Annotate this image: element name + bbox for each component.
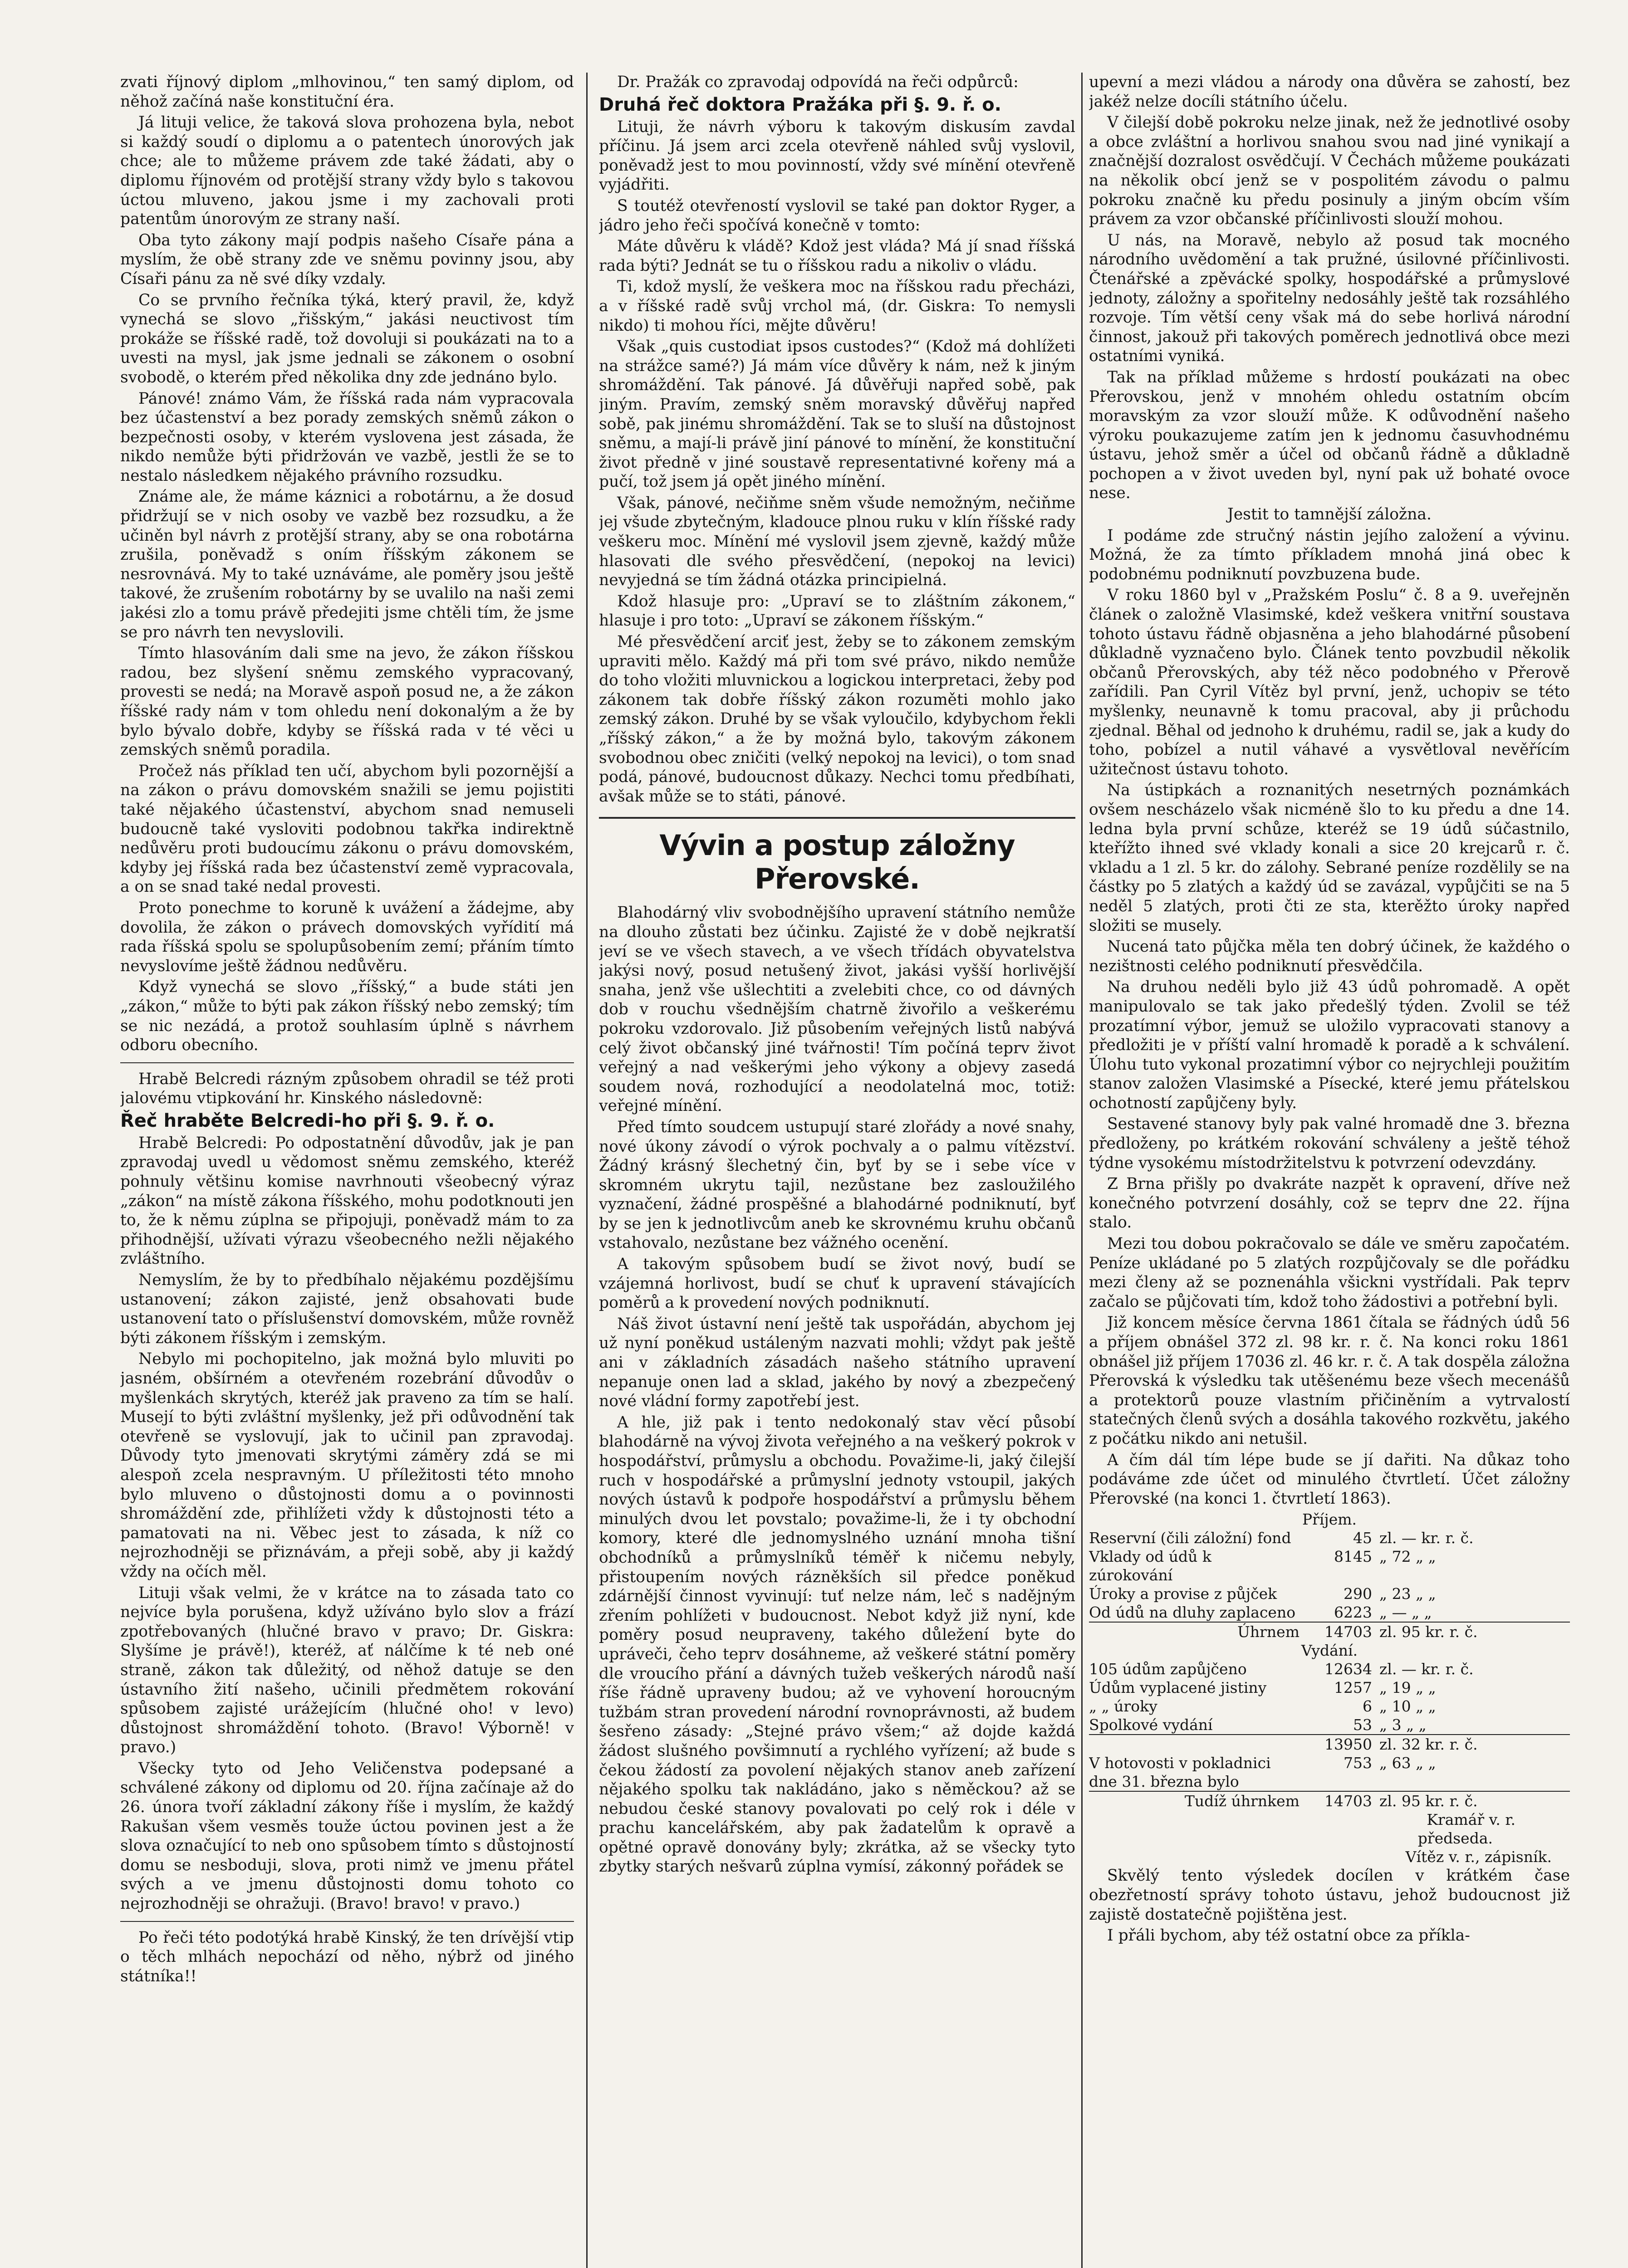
paragraph: Nebylo mi pochopitelno, jak možná bylo mluviti po jasném, obšírném a otevřeném rozebrání důvodův o myšlenkách skrytých, kteréž jak praveno za tím se halí. Musejí to býti zvláštní myšlenky, jež při odůvodnění tak otevřeně se vyslovují, jak to učinil pan zpravodaj. Důvody tyto jmenovati skrytými záměry zdá se mi alespoň zcela nespravným. U příležitosti této mnoho bylo mluveno o důstojnosti domu a o povinnosti shromáždění zde, přihlížeti vždy k důstojnosti této a pamatovati na ni. Věbec jest to zásada, k níž co nejrozhodněji se přiznávám, a přeji sobě, aby ji každý vždy na očích měl. [120,1350,574,1581]
ledger-row: Úroky a provise z půjček 290 „ 23 „ „ [1089,1585,1436,1603]
paragraph: Máte důvěru k vládě? Kdož jest vláda? Má jí snad říšská rada býti? Jednát se tu o říšskou radu a nikoliv o vládu. [599,237,1075,275]
paragraph: Proto ponechme to koruně k uvážení a žádejme, aby dovolila, že zákon o právech domovských vyřídití má rada říšská spolu se spolupůsobením zemí; přáním tímto nevyslovíme ještě žádnou nedůvěru. [120,899,574,975]
column-3 [1089,73,1570,2268]
paragraph: Skvělý tento výsledek docílen v krátkém čase obezřetností správy tohoto ústavu, jehož budoucnost již zajistě dostatečně pojištěna jest. [1089,1867,1570,1924]
ledger-income-title: Příjem. [1302,1510,1357,1529]
ledger-cash: V hotovosti v pokladnici dne 31. března bylo 753 „ 63 „ „ [1089,1754,1436,1791]
paragraph: A čím dál tím lépe bude se jí dařiti. Na důkaz toho podáváme zde účet od minulého čtvrtletí. Účet záložny Přerovské (na konci 1. čtvrtletí 1863). [1089,1451,1570,1508]
paragraph: Když vynechá se slovo „říšský,“ a bude státi jen „zákon,“ může to býti pak zákon říšský nebo zemský; tím se nic nezádá, a protož souhlasím úplně s návrhem odboru obecního. [120,978,574,1055]
paragraph: Nemyslím, že by to předbíhalo nějakému pozdějšímu ustanovení; zákon zajisté, jenž obsahovati bude ustanovení tato o příslušenství domovském, může rovněž býti zákonem říšským i zemským. [120,1271,574,1347]
signature-secretary: Vítěz v. r., zápisník. [1405,1848,1552,1866]
paragraph: A takovým spůsobem budí se život nový, budí se vzájemná horlivost, budí se chuť k upravení stávajících poměrů a k provedení nových podniknutí. [599,1255,1075,1312]
paragraph: Mé přesvědčení arciť jest, žeby se to zákonem zemským upraviti mělo. Každý má při tom své právo, nikdo nemůže do toho vložiti mluvnickou a logickou interpretaci, žeby pod zákonem tak dobře říšský zákon rozuměti mohlo jako zemský zákon. Druhé by se však vyloučilo, kdybychom řekli „říšský zákon,“ a že by možná bylo, takovým zákonem svobodnou obec zničiti (velký nepokoj na levici), o tom snad podá, pánové, budoucnost důkazy. Nechci tomu předbíhati, avšak může se to státi, pánové. [599,633,1075,806]
paragraph: A hle, již pak i tento nedokonalý stav věcí působí blahodárně na vývoj života veřejného a na veškerý pokrok v hospodářství, průmyslu a obchodu. Považime-li, jaký čilejší ruch v hospodářské a průmyslní jednoty vstoupil, jakých nových ústavů k podpoře hospodářství a průmyslu během minulých dvou let povstalo; považime-li, že i ty obchodní komory, které dle jednomyslného uznání mnoha tišní obchodníků a průmyslníků téměř k ničemu nebyly, přistoupením nových rázněkších sil předce poněkud zdárnější činnost vyvinují: tuť nelze nám, leč s nadějným zřením pohlížeti v budoucnost. Nebot když již nyní, kde poměry posud neupraveny, takého důležení byte do upráveči, čeho teprv dosáhneme, až veškeré státní poměry dle vroucího přání a dávných tužeb veškerých národů naší říše řádně upraveny budou; až ve vyhovení horoucným tužbám stran provedení národní rovnoprávnosti, až budem šesřeno zásady: „Stejné právo všem;“ až dojde každá žádost slušného povšimnutí a rychlého vyřízení; až bude s čekou žádostí za povolení nějakých stanov aneb zařízení nějakého spolku tak nakládáno, jako s něměckou? až se nebudou české stanovy povalovati po celý rok i déle v prachu kancelářském, aby pak žadatelům k opravě a opětné opravě donovány byly; zkrátka, až se všecky tyto zbytky starých nešvarů zúplna vymísí, zákonný pořádek se [599,1413,1075,1876]
ledger-row: Údům vyplacené jistiny 1257 „ 19 „ „ [1089,1679,1436,1697]
paragraph: Oba tyto zákony mají podpis našeho Císaře pána a myslím, že obě strany zde ve sněmu povinny jsou, aby Císaři pánu za ně své díky vzdaly. [120,231,574,288]
column-2 [599,73,1075,2268]
paragraph: Mezi tou dobou pokračovalo se dále ve směru započatém. Peníze ukládané po 5 zlatých rozpůjčovaly se dle pořádku mezi členy až se poznenáhla všickni vystřídali. Pak teprv začalo se půjčovati tím, kdož toho žádostivi a potřební byli. [1089,1235,1570,1311]
speech-heading: Řeč hraběte Belcredi-ho při §. 9. ř. o. [120,1110,495,1131]
paragraph: upevní a mezi vládou a národy ona důvěra se zahostí, bez jakéž nelze docíli státního účelu. [1089,73,1570,111]
paragraph: V roku 1860 byl v „Pražském Poslu“ č. 8 a 9. uveřejněn článek o založně Vlasimské, kdež veškera vnitřní soustava tohoto ústavu řádně objasněna a jeho blahodárné působení důkladně vyznačeno bylo. Článek tento povzbudil několik občanů Přerovských, aby též něco podobného v Přerově zařídili. Pan Cyril Vítěz byl první, jenž, uchopiv se této myšlenky, neunavně k tomu pracoval, aby ji průchodu zjednal. Běhal od jednoho k druhému, radil se, jak a kudy do toho, pobízel a nutil váhavé a vysvětloval nevěřícím užitečnost ústavu tohoto. [1089,586,1570,778]
paragraph: Známe ale, že máme káznici a robotárnu, a že dosud přidržují se v nich osoby ve vazbě bez rozsudku, a že učiněn byl návrh z protější strany, aby se ona robotárna zrušila, poněvadž s oním říšským zákonem se nesrovnává. My to také uznáváme, ale poměry jsou ještě takové, že zrušením robotárny by se uvalilo na naši zemi jakési zlo a tomu právě předejiti jsme chtěli tím, že jsme se pro návrh ten nevyslovili. [120,488,574,641]
paragraph: Tak na příklad můžeme s hrdostí poukázati na obec Přerovskou, jenž v mnohém ohledu ostatním obcím moravským za vzor slouží může. K odůvodnění našeho výroku poukazujeme zatím jen k jednomu časuvhodnému ústavu, jehož směr a účel od občanů řádně a důkladně pochopen a v život uveden byl, nyní pak už bohaté ovoce nese. [1089,368,1570,503]
account-ledger [1089,1510,1570,1866]
ledger-row: Spolkové vydání 53 „ 3 „ „ [1089,1716,1427,1734]
paragraph: Kdož hlasuje pro: „Upraví se to zláštním zákonem,“ hlasuje i pro toto: „Upraví se zákonem říšským.“ [599,592,1075,630]
ledger-grand-total: Tudíž úhrnkem 14703 zl. 95 kr. r. č. [1089,1791,1570,1810]
paragraph: Před tímto soudcem ustupují staré zlořády a nové snahy, nové úkony závodí o výrok pochvaly a o palmu vítězství. Žádný krásný šlechetný čin, byť by se i sebe více v skromném ukrytu tajil, nezůstane bez zasloužilého vyznačení, žádné prospěšné a blahodárné podniknutí, byť by se jen k jednotlivcům aneb ke skrovnému kruhu občanů vstahovalo, nezůstane bez vážného ocenění. [599,1118,1075,1252]
paragraph: U nás, na Moravě, nebylo až posud tak mocného národního uvědomění a tak pružné, úsilovné příčinlivosti. Čtenářské a zpěvácké spolky, hospodářské a průmyslové jednoty, záložny a spořitelny nedosáhly ještě tak rozsáhlého rozvoje. Tím větší ceny však má do sebe horlivá národní činnost, jakouž při takových poměrech jednotlivá obce mezi ostatními vyniká. [1089,231,1570,366]
ledger-row: Reservní (čili záložní) fond 45 zl. — kr. r. č. [1089,1529,1474,1547]
paragraph: Pánové! známo Vám, že říšská rada nám vypracovala bez účastenství a bez porady zemských sněmů zákon o bezpečnosti osoby, v kterém vyslovena jest zásada, že nikdo nemůže býti přidržován ve vazbě, jestli že se to nestalo následkem nějakého právního rozsudku. [120,389,574,485]
paragraph: Pročež nás příklad ten učí, abychom byli pozornější a na zákon o právu domovském snažili se jemu pojistiti také nějakého účastenství, abychom snad nemuseli budoucně také vysloviti podobnou takřka indirektně nedůvěru proti budoucímu zákonu o právu domovském, kdyby jej říšská rada bez účastenství země vypracovala, a on se snad také nedal provesti. [120,762,574,896]
paragraph: Však „quis custodiat ipsos custodes?“ (Kdož má dohlížeti na strážce samé?) Já mám více důvěry k nám, než k jiným shromáždění. Tak pánové. Já důvěřuji napřed sobě, pak jiným. Pravím, zemský sněm moravský důvěřuj napřed sobě, pak jinému shromáždění. Tak se to sluší na důstojnost sněmu, a mají-li právě jiní pánové to mínění, že konstituční život předně v jiné soustavě representativné kořeny má a pučí, tož jsem já opět jiného mínění. [599,337,1075,491]
paragraph: Nucená tato půjčka měla ten dobrý účinek, že každého o nezištnosti celého podniknutí přesvědčila. [1089,938,1570,975]
paragraph: Sestavené stanovy byly pak valné hromadě dne 3. března předloženy, po krátkém rokování schváleny a ještě téhož týdne vysokému místodržitelstvu k potvrzení odevzdány. [1089,1115,1570,1172]
paragraph: Co se prvního řečníka týká, který pravil, že, když vynechá se slovo „řišským,“ jakási neuctivost tím prokáže se říšské radě, tož dovoluji si poukázati na to a uvesti na mysl, jak jsme jednali se zákonem o osobní svobodě, o kterém před několika dny zde jednáno bylo. [120,291,574,386]
paragraph: Po řeči této podotýká hrabě Kinský, že ten drívější vtip o těch mlhách nepochází od něho, nýbrž od jiného státníka!! [120,1928,574,1985]
ledger-row: Vklady od údů k zúrokování 8145 „ 72 „ „ [1089,1548,1436,1584]
paragraph: Lituji, že návrh výboru k takovým diskusím zavdal příčinu. Já jsem arci zcela otevřeně náhled svůj vyslovil, poněvadž jest to mou povinností, vždy své mínění otevřeně vyjádřiti. [599,117,1075,194]
column-rule [586,73,588,2268]
divider [120,1921,574,1922]
paragraph: I přáli bychom, aby též ostatní obce za příkla- [1107,1926,1470,1945]
paragraph: Lituji však velmi, že v krátce na to zásada tato co nejvíce byla porušena, když užíváno bylo slov a frází zpotřebovaných (hlučné bravo v pravo; Dr. Giskra: Slyšíme je právě!), kteréž, ať nálčíme k té neb oné straně, zákon tak důležitý, od něhož datuje se den ústavního žití našeho, učinili předmětem rokování spůsobem zajisté urážejícím (hlučné oho! v levo) důstojnost shromáždění tohoto. (Bravo! Výborně! v pravo.) [120,1584,574,1757]
paragraph: Všecky tyto od Jeho Veličenstva podepsané a schválené zákony od diplomu od 20. října začínaje až do 26. února tvoří základní zákony říše i myslím, že každý Rakušan všem vesměs touže úctou povinen jest a že slova označující to neb ono spůsobem tímto s důstojností domu se nesboduji, slova, proti nimž ve jmenu přátel svých a ve jmenu důstojnosti domu tohoto co nejrozhodněji se ohražuji. (Bravo! bravo! v pravo.) [120,1759,574,1913]
paragraph: V čilejší době pokroku nelze jinak, než že jednotlivé osoby a obce zvláštní a horlivou snahou svou nad jiné vynikají a značnější dozralost osvědčují. V Čechách můžeme poukázati na několik obcí jenž se v pospolitém závodu o palmu pokroku značně ku předu posinuly a jiným obcím vším právem za vzor občanské příčinlivosti slouží mohou. [1089,113,1570,229]
paragraph: Náš život ústavní není ještě tak uspořádán, abychom jej už nyní poněkud ustáleným nazvati mohli; vždyt pak ještě ani v základních zásadách našeho státního upravení nepanuje onen lad a sklad, jakého by nový a zbezpečený nové vládní formy zapotřebí jest. [599,1315,1075,1411]
ledger-subtotal: 13950 zl. 32 kr. r. č. [1089,1734,1570,1754]
signature-chairman: Kramář v. r. [1427,1811,1515,1829]
speech-heading: Druhá řeč doktora Pražáka při §. 9. ř. o. [599,94,1001,115]
paragraph: Já lituji velice, že taková slova prohozena byla, nebot si každý soudí o diplomu a o patentech únorových jak chce; ale to můžeme právem zde také žádati, aby o diplomu říjnovém od protější strany vždy bylo s takovou úctou mluveno, jakou jsme i my zachovali proti patentům únorovým ze strany naší. [120,113,574,229]
paragraph: S toutéž otevřeností vyslovil se také pan doktor Ryger, a jádro jeho řeči spočívá konečně v tomto: [599,196,1075,235]
paragraph: Hrabě Belcredi: Po odpostatnění důvodův, jak je pan zpravodaj uvedl u vědomost sněmu zemského, kteréž pohnuly většinu komise navrhnouti všeobecný výraz „zákon“ na místě zákona říšského, mohu podotknouti jen to, že k němu zúplna se připojuji, poněvadž mám to za přihodnější, užívati výrazu všeobecného nežli nějakého zvláštního. [120,1134,574,1268]
ledger-row: Od údů na dluhy zaplaceno 6223 „ — „ „ [1089,1603,1432,1622]
paragraph: zvati říjnový diplom „mlhovinou,“ ten samý diplom, od něhož začíná naše konstituční éra. [120,73,574,111]
paragraph: Z Brna přišly po dvakráte nazpět k opravení, dříve než konečného potvrzení dosáhly, což se teprv dne 22. října stalo. [1089,1175,1570,1232]
ledger-row: 105 údům zapůjčeno 12634 zl. — kr. r. č. [1089,1660,1474,1678]
paragraph: Na ústipkách a roznanitých nesetrných poznámkách ovšem nescházelo však nicméně šlo to ku předu a dne 14. ledna byla první schůze, kteréž se 19 údů súčastnilo, kteřížto ihned své vklady konali a sice 20 krejcarů r. č. vkladu a 1 zl. 5 kr. do zálohy. Sebrané peníze rozdělily se na částky po 5 zlatých a každý úd se zavázal, vypůjčiti se na 5 neděl 5 zlatých, proti čti ze sta, kterěžto úroky napřed složiti se musely. [1089,781,1570,935]
ledger-expense-title: Vydání. [1301,1642,1358,1660]
paragraph: Hrabě Belcredi rázným způsobem ohradil se též proti jalovému vtipkování hr. Kinského následovně: [120,1070,574,1108]
paragraph: Ti, kdož myslí, že veškera moc na říšskou radu přecházi, a v říšské radě svůj vrchol má, (dr. Giskra: To nemysli nikdo) ti mohou říci, mějte důvěru! [599,278,1075,335]
divider [120,1062,574,1063]
article-title: Vývin a postup záložny Přerovské. [659,829,1015,896]
signature-chairman-title: předseda. [1417,1829,1493,1848]
column-rule [1081,73,1083,2268]
paragraph: Blahodárný vliv svobodnějšího upravení státního nemůže na dlouho zůstati bez účinku. Zajisté že v době nejkratší jeví se ve všech stavech, a ve všech třídách obyvatelstva jakýsi nový, posud netušený život, jakási vyšší horlivější snaha, jenž vše ušlechtiti a zvelebiti chce, co od dávných dob v rouchu všednějším chatrně živořilo a veškerému pokroku vzdorovalo. Již působením veřejných listů nabývá celý život občanský jiné tvářnosti! Tím počíná teprv život veřejný a nad veškerými jeho výkony a objevy zasedá soudem nová, rozhodující a neodolatelná moc, totiž: veřejné mínění. [599,904,1075,1115]
ledger-total: Úhrnem 14703 zl. 95 kr. r. č. [1089,1622,1570,1641]
paragraph: Již koncem měsíce června 1861 čítala se řádných údů 56 a příjem obnášel 372 zl. 98 kr. r. č. Na konci roku 1861 obnášel již příjem 17036 zl. 46 kr. r. č. A tak dospěla záložna Přerovská k výsledku tak utěšenému beze všech mecenášů a protektorů pouze vlastním přičiněním a vytrvalostí statečných členů svých a dosáhla takového rozkvětu, jakého z počátku nikdo ani netušil. [1089,1314,1570,1448]
paragraph: Dr. Pražák co zpravodaj odpovídá na řeči odpůrců: [617,73,1019,91]
paragraph: Však, pánové, nečiňme sněm všude nemožným, nečiňme jej všude zbytečným, kladouce plnou ruku v klín říšské rady veškeru moc. Mínění mé vyslovil jsem zjevně, každý může hlasovati dle svého přesvědčení, (nepokoj na levici) nevyjedná se tím žádná otázka principielná. [599,494,1075,590]
column-1 [120,73,574,2268]
ledger-row: „ „ úroky 6 „ 10 „ „ [1089,1697,1436,1716]
paragraph: Tímto hlasováním dali sme na jevo, že zákon říšskou radou, bez slyšení sněmu zemského vypracovaný, provesti se nedá; na Moravě aspoň posud ne, a že zákon říšské rady nám v tom ohledu není dokonalým a že by bylo bývalo dobře, kdyby se říšská rada v té věci u zemských sněmů poradila. [120,644,574,759]
paragraph: I podáme zde stručný nástin jejího založení a vývinu. Možná, že za tímto příkladem mnohá jiná obec k podobnému podniknutí povzbuzena bude. [1089,526,1570,583]
section-divider [599,817,1075,819]
paragraph: Na druhou neděli bylo již 43 údů pohromadě. A opět manipulovalo se tak jako předešlý týden. Zvolil se též prozatímní výbor, jemuž se uložilo vypracovati stanovy a předložiti je v příští valní hromadě k poradě a k schválení. Úlohu tuto vykonal prozatimní výbor co nejrychleji použitím stanov založen Vlasimské a Písecké, které jemu přátelskou ochotností zapůjčeny byly. [1089,978,1570,1112]
paragraph: Jestit to tamnější záložna. [1227,505,1432,524]
